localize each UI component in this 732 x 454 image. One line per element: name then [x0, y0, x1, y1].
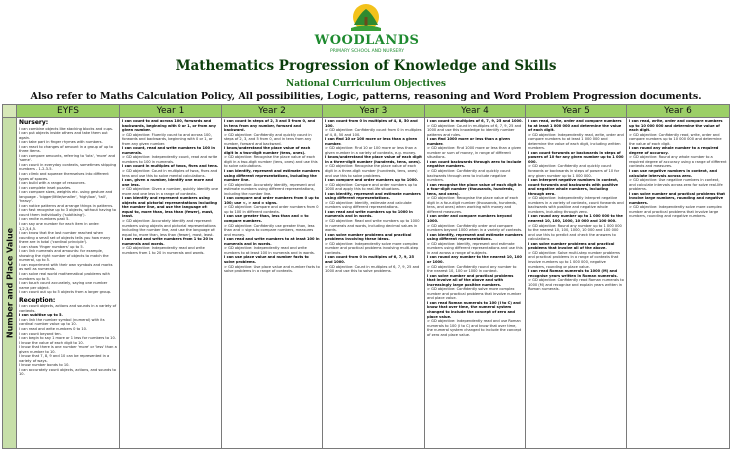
row-header [3, 118, 17, 449]
objective-line: I can solve real world mathematical problems with numbers up to 5. [19, 272, 110, 281]
objective-line: I can use negative numbers in context, and calculate intervals across zero. [629, 169, 717, 178]
cell-year1 [120, 118, 222, 449]
objective-line: I can find 1000 more or less than a given number. [427, 137, 510, 146]
column-header-year2: Year 2 [222, 105, 323, 118]
objective-line: I can link numerals and amounts: for example, showing the right number of objects to match the numeral, up to 5. [19, 249, 109, 263]
objective-line: I can recite numbers past 5. [19, 217, 70, 222]
objective-line: > GD objective: Count in multiples of twos, fives and tens and use this to solve mental calculations. [122, 169, 218, 178]
objective-line: > GD objective: Confidently use greater than, less than and = signs to compare numbers, measures and money. [224, 223, 315, 237]
objective-line: I can count in steps of 2, 3 and 5 from 0, and in tens from any number, forward and backward. [224, 119, 316, 133]
objective-line: I can fast recognise up to 3 objects, without having to count them individually ('subitising'). [19, 208, 116, 217]
objective-line: > GD objective: Round any number up to 1 000 000 to the nearest 10, 100, 1000, 10 000 and 100 000 and use this to predict and check the answers to calculations. [528, 223, 622, 242]
school-logo [308, 3, 426, 57]
objective-line: > GD objective: Solve multi-step number problems and practical problems in a range of contexts that involve numbers up to 1 000 000, negative numbers, rounding or place value. [528, 250, 620, 269]
year1-list [120, 118, 221, 448]
objective-line: I can subitise up to 5. [19, 313, 63, 318]
objective-line: I can count in multiples of twos, fives and tens. [122, 164, 219, 169]
objective-line: I can climb and squeeze themselves into different types of spaces. [19, 171, 109, 181]
objective-line: I can read, write, order and compare numbers up to 10 000 000 and determine the value of each digit. [629, 119, 723, 133]
objective-line: I can take part in finger rhymes with numbers. [19, 140, 103, 145]
column-header-year4: Year 4 [425, 105, 526, 118]
objective-line: I can show 'finger numbers' up to 5. [19, 244, 84, 249]
objective-line: I can identify, represent and estimate numbers using different representations, including the number line. [224, 169, 320, 183]
objective-line: I can read Roman numerals to 100 (I to C) and know that over time, the numeral system changed to include the concept of zero and place value. [427, 300, 521, 319]
objective-line: I can notice patterns and arrange things in patterns. [19, 203, 114, 208]
reception-list [19, 304, 117, 377]
nursery-heading: Nursery: [19, 119, 49, 126]
year3-list [323, 118, 424, 448]
objective-line: > GD objective: Confidently and quickly count in steps of 2, 3, and 5 from 0, and in tens from any number, forward and backward. [224, 132, 312, 146]
objective-line: I can use place value and number facts to solve problems. [224, 255, 309, 264]
objective-line: I can round any number up to 1 000 000 to the nearest 10, 100, 1000, 10 000 and 100 000. [528, 214, 623, 224]
objective-line: > GD objective: Identify, estimate and calculate numbers using different representations. [325, 200, 412, 210]
nursery-list [19, 127, 117, 295]
objective-line: > GD objective: Use negative numbers in context, and calculate intervals across zero for solve real-life problems. [629, 178, 723, 192]
reception-heading: Reception: [19, 296, 56, 304]
objective-line: I can read, write, order and compare numbers to at least 1 000 000 and determine the value of each digit. [528, 119, 622, 133]
year2-list [222, 118, 322, 448]
objective-line: I can round any whole number to a required degree of accuracy. [629, 146, 719, 155]
column-header-year3: Year 3 [323, 105, 425, 118]
objective-line: > GD objective: Identify, represent and estimate numbers using different representations and use this in and across a range of subjects. [427, 241, 523, 255]
objective-line: I can read and write numbers to at least 100 in numerals and in words. [224, 237, 320, 246]
objective-line: I can identify, represent and estimate numbers using different representations. [325, 191, 421, 201]
objective-line: > GD objective: Recognise the place value of each digit in a three-digit number (hundreds, tens, ones) and use this to solve problems. [325, 164, 418, 178]
objective-line: > GD objective: Confidently round any number to the nearest 10, 100 or 1000 in context. [427, 264, 517, 274]
objective-line: I can count, read and write numbers to 100 in numerals. [122, 146, 216, 155]
objective-line: I can count in everyday contexts, sometimes skipping numbers - 1-2-3-5. [19, 162, 117, 172]
objective-line: > GD objective: Count in multiples of 6, 7, 9, 25 and 1000 and use this knowledge to identify number patterns and rules. [427, 123, 522, 137]
cell-year6 [627, 118, 730, 449]
objective-line: I can read and write numbers from 1 to 20 in numerals and words. [122, 237, 214, 246]
objective-line: > GD objective: Compare and order numbers from 0 up to 100 in different contexts. [224, 205, 319, 214]
objective-line: I can count objects, actions and sounds in a variety of contexts. [19, 304, 117, 313]
objective-line: I can read and write numbers up to 1000 in numerals and in words. [325, 209, 413, 219]
objective-line: I can solve number and practical problems that involve all of the above and with increasingly large positive numbers. [427, 273, 514, 287]
objective-line: I can count out up to 5 objects from a larger group. [19, 290, 112, 295]
objective-line: I can solve number problems and practical problems that involve all of the above. [528, 241, 615, 251]
school-subtitle: PRIMARY SCHOOL AND NURSERY [330, 49, 404, 54]
tree-crest-icon [348, 3, 384, 33]
objective-line: I can round any number to the nearest 10, 100 or 1000. [427, 255, 522, 264]
table-row [3, 118, 730, 449]
reference-note: Also refer to Maths Calculation Policy, All possibilities, Logic, patterns, reasoning and Word Problem Progression documents. [30, 91, 702, 102]
objective-line: > GD objective: Recognise the place value of each digit in a four-digit number (thousands, hundreds, tens, and ones) when working with money and different measures. [427, 196, 519, 214]
objective-line: I can recognise the place value of each digit in a four-digit number (thousands, hundreds, tens, and ones). [427, 182, 522, 196]
objective-line: > GD objective: Confidently order and compare numbers beyond 1000 when in a variety of contexts. [427, 223, 523, 233]
school-name: WOODLANDS [314, 33, 420, 48]
objective-line: > GD objective: Compare and order numbers up to 1000 and apply this to real-life situations. [325, 182, 418, 192]
objective-line: > GD objective: Confidently read, write, order and compare numbers up to 10 000 000 and determine the value of each digit. [629, 132, 722, 146]
objective-line: > GD objective: Round any whole number to a required degree of accuracy using a range of different contexts and measures. [629, 155, 727, 169]
year4-list [425, 118, 525, 448]
objective-line: I can count forwards or backwards in steps of powers of 10 for any given number up to 1 000 000. [528, 150, 624, 164]
objective-line: I can use greater than, less than and = to compare numbers. [224, 214, 309, 224]
corner-cell [3, 105, 17, 118]
objective-line: I can complete inset puzzles. [19, 185, 72, 190]
cell-eyfs [17, 118, 120, 449]
objective-line: I can compare and order numbers from 0 up to 100; use <, > and = signs. [224, 196, 319, 205]
objective-line: I can solve number problems and practical problems involving these ideas. [325, 232, 412, 242]
objective-line: I can link the number symbol (numeral) with its cardinal number value up to 10. [19, 317, 105, 327]
objective-line: I can interpret negative numbers in context, count forwards and backwards with positive and negative whole numbers, including through zero. [528, 178, 619, 196]
objective-line: > GD objective: Confidently and quickly count forwards or backwards in steps of powers of 10 for any given number up to 1 000 000. [528, 164, 620, 178]
page-subtitle: National Curriculum Objectives [285, 79, 446, 89]
objective-line: > GD objective: Independently read and write numbers from 1 to 20 in numerals and words. [122, 246, 205, 255]
objective-line: I can count in multiples of 6, 7, 9, 25 and 1000. [427, 119, 523, 123]
objective-line: I know/understand the place value of each digit in a two-digit number (tens, ones). [224, 146, 311, 155]
column-header-year6: Year 6 [627, 105, 730, 118]
objective-line: I can read Roman numerals to 1000 (M) and recognise years written in Roman numerals. [528, 269, 618, 278]
progression-table [2, 104, 730, 449]
column-header-year1: Year 1 [120, 105, 222, 118]
objective-line: > GD objective: Accurately identify and represent numbers using objects and pictorial representations including the number line, and use the language of: equal to, more than, less than (fewer), most, least. [122, 219, 216, 237]
objective-line: I can count beyond ten. [19, 331, 62, 336]
objective-line: I can compare sizes, weights etc. using gesture and language - 'bigger/little/smaller', 'high/low', 'tall', 'heavy'. [19, 190, 113, 204]
objective-line: I can build with a range of resources. [19, 181, 86, 186]
objective-line: I know that there is one number 'more' or 'less' than a given number to 10. [19, 345, 117, 354]
objective-line: I can say one number for each item in order: 1,2,3,4,5. [19, 221, 100, 231]
column-header-row [3, 105, 730, 118]
column-header-year5: Year 5 [526, 105, 627, 118]
objective-line: I can know that the last number reached when counting a small set of objects tells you how many there are in total ('cardinal principle'). [19, 231, 111, 245]
objective-line: I can read and write numbers 0 to 10. [19, 326, 88, 331]
cell-year2 [222, 118, 323, 449]
objective-line: > GD objective: Independently count, read and write numbers to 100 in numerals. [122, 155, 218, 164]
objective-line: I can order and compare numbers beyond 1000. [427, 214, 512, 224]
objective-line: > GD objective: Independently read, write, order and compare numbers to at least 1 000 000 and determine the value of each digit, including written numbers. [528, 132, 624, 151]
objective-line: I can count from 0 in multiples of 4, 8, 50 and 100. [325, 119, 418, 128]
objective-line: > GD objective: Given a number, quickly identify one more and one less in a range of contexts. [122, 187, 219, 196]
objective-line: I can react to changes of amount in a group of up to three items. [19, 144, 114, 154]
objective-line: > GD objective: Find 10 or 100 more or less than a given number in a variety of contexts, e.g. money. [325, 146, 417, 155]
objective-line: > GD objective: Accurately identify, represent and estimate numbers using different representations, including the number line. [224, 182, 315, 196]
year6-list [627, 118, 729, 448]
objective-line: > GD objective: Confidently and quickly count backwards through zero to include negative numbers. [427, 169, 511, 183]
page-title: Mathematics Progression of Knowledge and Skills [175, 58, 557, 74]
objective-line: > GD objective: Read and write numbers up to 1000 in numerals and words, including decimal values in words. [325, 219, 420, 233]
cell-year3 [323, 118, 425, 449]
objective-line: I can, given a number, identify one more and one less. [122, 178, 213, 187]
objective-line: > GD objective: Independently read and use Roman numerals to 100 (I to C) and know that over time, the numeral system changed to include the concept of zero and place value. [427, 319, 522, 337]
objective-line: I can experiment with their own symbols and marks as well as numerals. [19, 262, 113, 272]
row-header-label: Number and Place Value [5, 227, 14, 339]
objective-line: I can touch count accurately, saying one number name per object. [19, 281, 108, 290]
objective-line: I can combine objects like stacking blocks and cups. [19, 126, 114, 131]
objective-line: > GD objective: Independently interpret negative numbers in a variety of contexts, count forwards and backwards with positive and negative whole numbers, including through zero. [528, 196, 624, 214]
objective-line: I know/understand the place value of each digit in a three-digit number (hundreds, tens, ones). [325, 155, 422, 164]
objective-line: I can compare and order numbers up to 1000. [325, 178, 419, 183]
objective-line: > GD objective: Confidently solve more complex number and practical problems that involve number and place value. [427, 287, 522, 301]
objective-line: I can put objects inside others and take them out again. [19, 131, 108, 140]
objective-line: > GD objective: Confidently count from 0 in multiples of 4, 8, 50 and 100. [325, 128, 422, 137]
cell-year4 [425, 118, 526, 449]
objective-line: > GD objective: Find 1000 more or less than a given number or sum of money, in range of different situations. [427, 146, 522, 160]
objective-line: I can compare amounts, referring to 'lots', 'more' and 'same'. [19, 153, 116, 163]
objective-line: I can accurately count objects, actions, and sounds to 10. [19, 367, 116, 377]
objective-line: I can identify and represent numbers using objects and pictorial representations including the number line, and use the language of: equal to, more than, less than (fewer), most, least. [122, 196, 218, 219]
column-header-eyfs: EYFS [17, 105, 120, 118]
objective-line: I can count from 0 in multiples of 6, 7, 9, 25 and 1000. [325, 255, 414, 264]
objective-line: I can count backwards through zero to include negative numbers. [427, 159, 522, 169]
objective-line: I can solve number and practical problems that involve large numbers, rounding and negative numbers. [629, 191, 726, 205]
objective-line: > GD objective: Fluently count to and across 100, forwards and backwards, beginning with 0 or 1, or from any given number. [122, 132, 213, 146]
objective-line: > GD objective: Independently read and write numbers to at least 100 in numerals and in words. [224, 246, 315, 255]
objective-line: > GD objective: Independently solve more complex number and practical problems involving multi-step contexts. [325, 241, 419, 255]
objective-line: I know the value of each digit to 10. [19, 340, 84, 345]
objective-line: I can begin to say 1 more or 1 less for numbers to 10. [19, 336, 116, 341]
objective-line: > GD objective: Count in multiples of 6, 7, 9, 25 and 1000 and use this to solve problems. [325, 264, 420, 274]
objective-line: > GD objective: Confidently read Roman numerals to 1000 (M) and recognise and explain years written in Roman numerals. [528, 278, 624, 292]
objective-line: > GD objective: Use place value and number facts to solve problems in a range of contexts. [224, 264, 320, 274]
objective-line: I can count to and across 100, forwards and backwards, beginning with 0 or 1, or from any given number. [122, 119, 216, 133]
year5-list [526, 118, 626, 448]
cell-year5 [526, 118, 627, 449]
objective-line: > GD objective: Independently solve more complex number and practical problems that involve large numbers, rounding and negative numbers. [629, 205, 722, 219]
objective-line: > GD objective: Recognise the place value of each digit in a two-digit number (tens, ones) and use this to solve calculations. [224, 155, 318, 169]
objective-line: I can find 10 or 100 more or less than a given number. [325, 137, 418, 146]
objective-line: I can identify, represent and estimate numbers using different representations. [427, 232, 523, 242]
objective-line: I know number bonds to 10. [19, 363, 70, 368]
objective-line: I know that 7, 8, 9 and 10 can be represented in a variety of ways. [19, 354, 110, 363]
